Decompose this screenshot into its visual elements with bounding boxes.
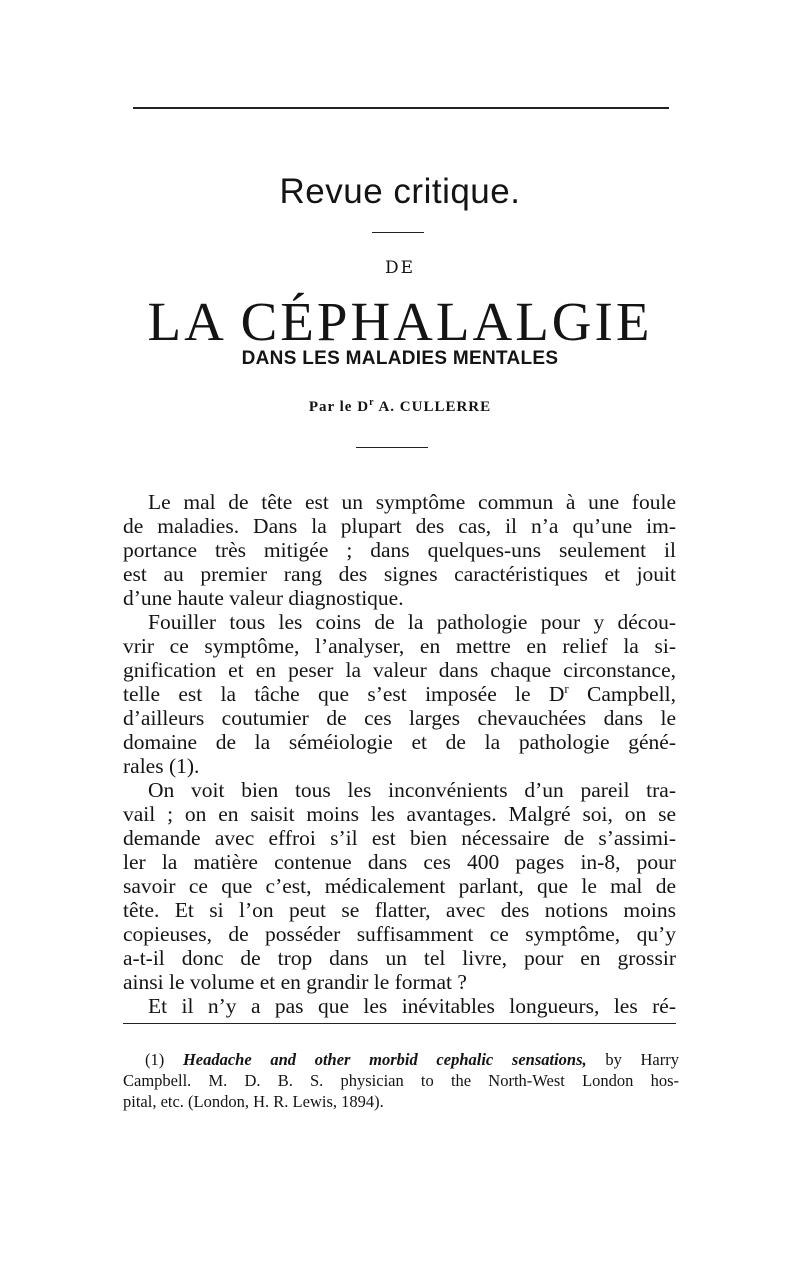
author-separator-rule	[356, 447, 428, 448]
footnote-rule	[123, 1023, 676, 1024]
body-line: ainsi le volume et en grandir le format ?	[123, 970, 467, 994]
body-line: On voit bien tous les inconvénients d’un pareil tra-	[148, 778, 676, 802]
body-line: vail ; on en saisit moins les avantages. Malgré soi, on se	[123, 802, 676, 826]
footnote-line: pital, etc. (London, H. R. Lewis, 1894).	[123, 1092, 384, 1111]
body-line	[123, 682, 676, 706]
body-line-segment: Campbell,	[568, 682, 676, 706]
body-line: rales (1).	[123, 754, 200, 778]
article-subtitle: DANS LES MALADIES MENTALES	[241, 348, 559, 369]
author-line	[0, 399, 800, 416]
body-text	[123, 490, 676, 1018]
footnote-line1-rest: by Harry	[586, 1050, 679, 1069]
body-line: demande avec effroi s’il est bien nécessaire de s’assimi-	[123, 826, 676, 850]
article-preposition: DE	[384, 258, 416, 278]
body-line: de maladies. Dans la plupart des cas, il n’a qu’une im-	[123, 514, 676, 538]
footnote-line	[123, 1049, 679, 1070]
body-line: savoir ce que c’est, médicalement parlant, que le mal de	[123, 874, 676, 898]
doctor-title-superscript: r	[564, 681, 569, 696]
author-name: A. CULLERRE	[378, 399, 492, 415]
body-line: d’une haute valeur diagnostique.	[123, 586, 404, 610]
author-title-superscript: r	[369, 397, 375, 408]
body-line: Et il n’y a pas que les inévitables longueurs, les ré-	[148, 994, 676, 1018]
body-line: Fouiller tous les coins de la pathologie pour y décou-	[148, 610, 676, 634]
body-line: ler la matière contenue dans ces 400 pages in-8, pour	[123, 850, 676, 874]
footnote-line: Campbell. M. D. B. S. physician to the North-West London hos-	[123, 1071, 679, 1090]
body-line: a-t-il donc de trop dans un tel livre, pour en grossir	[123, 946, 676, 970]
body-line: gnification et en peser la valeur dans chaque circonstance,	[123, 658, 676, 682]
title-separator-rule	[372, 232, 424, 233]
body-line: copieuses, de posséder suffisamment ce symptôme, qu’y	[123, 922, 676, 946]
footnote	[123, 1049, 679, 1112]
body-line: domaine de la séméiologie et de la pathologie géné-	[123, 730, 676, 754]
body-line: d’ailleurs coutumier de ces larges chevauchées dans le	[123, 706, 676, 730]
body-line: Le mal de tête est un symptôme commun à une foule	[148, 490, 676, 514]
body-line: est au premier rang des signes caractéristiques et jouit	[123, 562, 676, 586]
body-line-segment: telle est la tâche que s’est imposée le D	[123, 682, 565, 706]
footnote-book-title: Headache and other morbid cephalic sensations,	[182, 1050, 587, 1069]
top-rule	[133, 107, 669, 109]
body-line: tête. Et si l’on peut se flatter, avec des notions moins	[123, 898, 676, 922]
section-title: Revue critique.	[279, 172, 521, 211]
body-line: portance très mitigée ; dans quelques-uns seulement il	[123, 538, 676, 562]
body-line: vrir ce symptôme, l’analyser, en mettre en relief la si-	[123, 634, 676, 658]
footnote-marker: (1)	[145, 1050, 165, 1069]
author-prefix: Par le D	[308, 399, 370, 415]
article-title: LA CÉPHALALGIE	[147, 291, 653, 352]
